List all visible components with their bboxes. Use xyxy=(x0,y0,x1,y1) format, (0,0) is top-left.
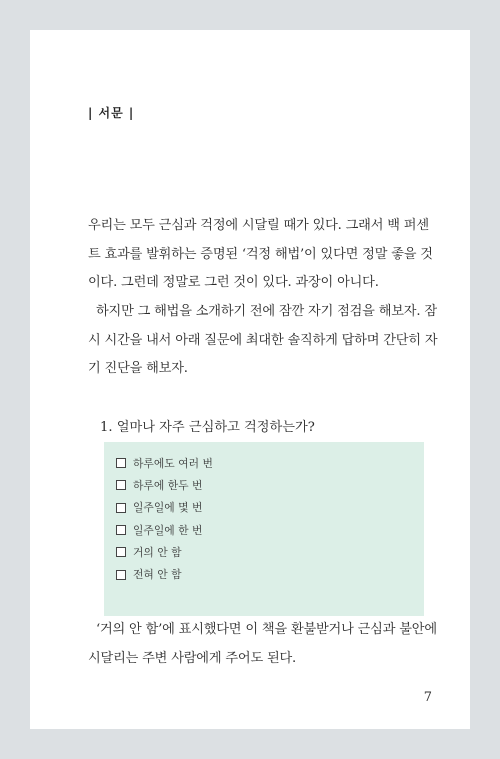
option-item xyxy=(116,474,424,496)
checkbox-icon xyxy=(116,525,126,535)
option-item xyxy=(116,519,424,541)
option-label: 일주일에 몇 번 xyxy=(133,501,203,515)
section-label: | 서문 | xyxy=(88,106,135,120)
options-box xyxy=(104,442,424,616)
question-1: 1. 얼마나 자주 근심하고 걱정하는가? xyxy=(100,420,315,435)
paragraph-self-check: 하지만 그 해법을 소개하기 전에 잠깐 자기 점검을 해보자. 잠시 시간을 내서 아래 질문에 최대한 솔직하게 답하며 간단히 자기 진단을 해보자. xyxy=(88,304,438,377)
option-label: 거의 안 함 xyxy=(133,545,182,559)
option-item xyxy=(116,563,424,585)
checkbox-icon xyxy=(116,547,126,557)
checkbox-icon xyxy=(116,570,126,580)
option-label: 일주일에 한 번 xyxy=(133,523,203,537)
option-label: 하루에 한두 번 xyxy=(133,478,203,492)
paragraph-conclusion: ‘거의 안 함’에 표시했다면 이 책을 환불받거나 근심과 불안에 시달리는 주변 사람에게 주어도 된다. xyxy=(88,622,437,666)
option-label: 전혀 안 함 xyxy=(133,568,182,582)
option-label: 하루에도 여러 번 xyxy=(133,456,213,470)
option-item xyxy=(116,497,424,519)
page-number: 7 xyxy=(423,690,432,705)
paragraph-intro: 우리는 모두 근심과 걱정에 시달릴 때가 있다. 그래서 백 퍼센트 효과를 발휘하는 증명된 ‘걱정 해법’이 있다면 정말 좋을 것이다. 그런데 정말로 그런 것이 있다. 과장이 아니다. xyxy=(88,218,433,291)
checkbox-icon xyxy=(116,458,126,468)
checkbox-icon xyxy=(116,480,126,490)
book-page xyxy=(30,30,470,729)
checkbox-icon xyxy=(116,503,126,513)
option-item xyxy=(116,541,424,563)
option-item xyxy=(116,452,424,474)
